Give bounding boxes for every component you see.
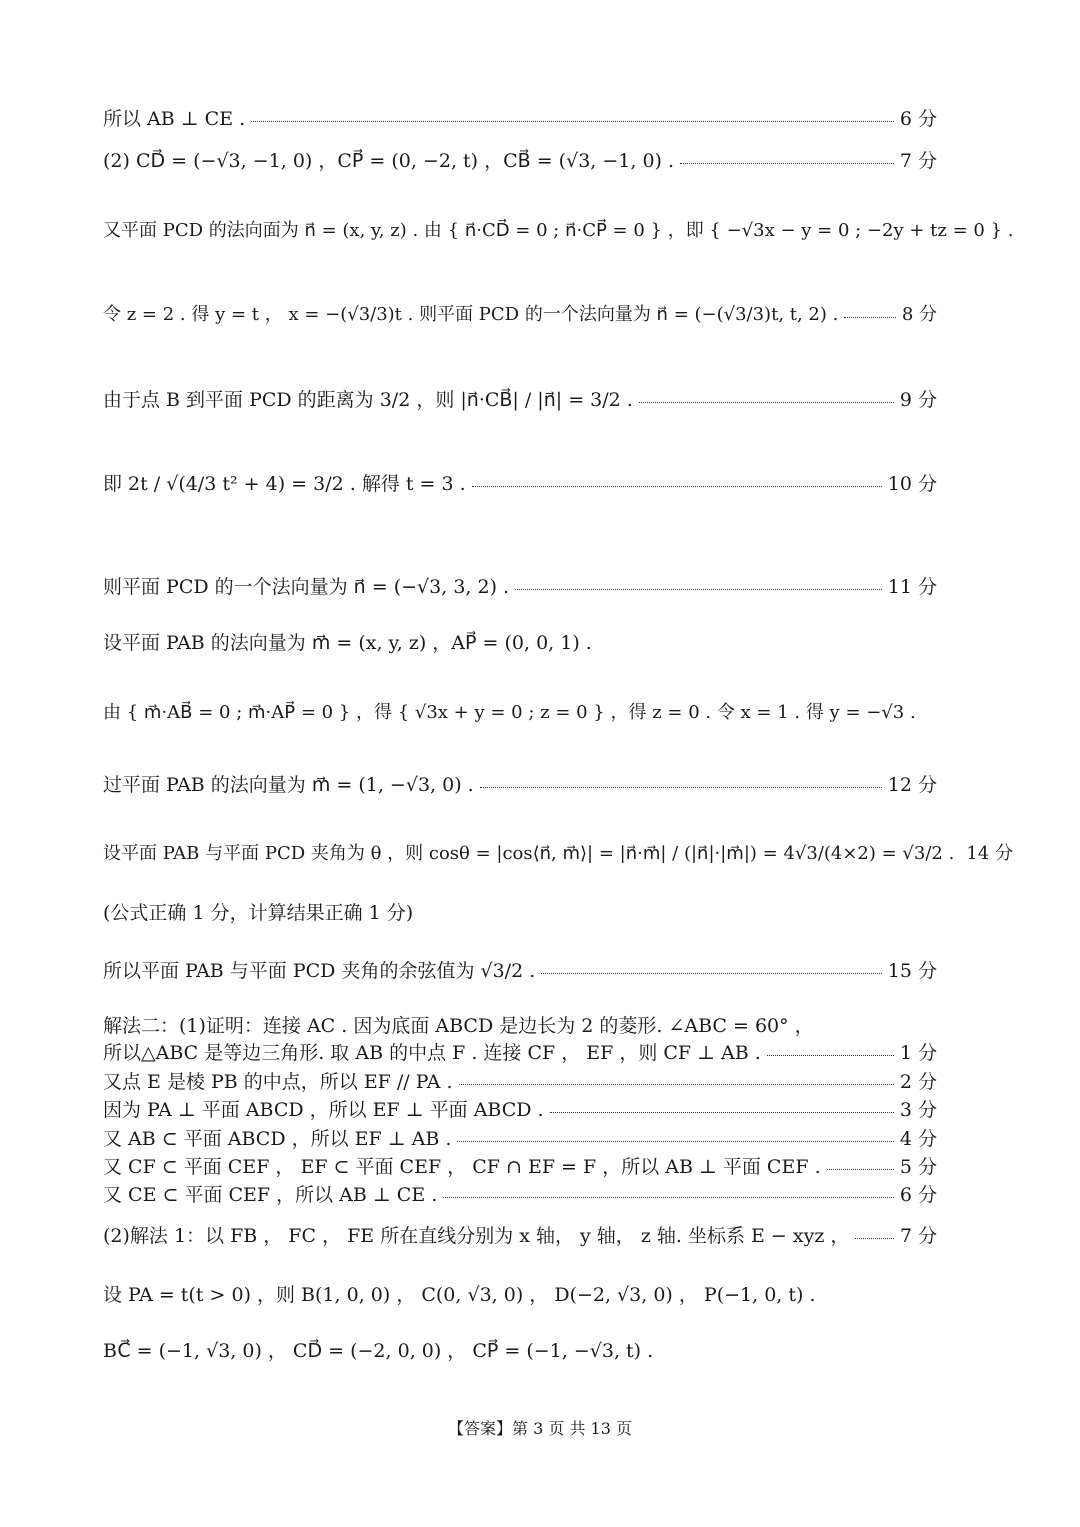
- line-text: (2) CD⃗ = (−√3, −1, 0) ，CP⃗ = (0, −2, t) ，CB⃗ = (√3, −1, 0) .: [103, 150, 675, 172]
- line-text: 设平面 PAB 的法向量为 m⃗ = (x, y, z) ，AP⃗ = (0, 0, 1) .: [103, 632, 592, 654]
- line-5: [103, 385, 937, 412]
- leader-dots: [541, 973, 882, 974]
- line-18: [103, 1180, 937, 1207]
- line-text: 即 2t / √(4/3 t² + 4) = 3/2 . 解得 t = 3 .: [103, 473, 466, 495]
- score-label: 3 分: [899, 1099, 937, 1121]
- leader-dots: [515, 589, 882, 590]
- line-14: [103, 1067, 937, 1094]
- line-text: 由于点 B 到平面 PCD 的距离为 3/2 ，则 |n⃗·CB⃗| / |n⃗| = 3/2 .: [103, 389, 633, 411]
- line-2: [103, 146, 937, 173]
- line-text: 又点 E 是棱 PB 的中点，所以 EF // PA .: [103, 1071, 453, 1093]
- line-7: [103, 572, 937, 599]
- line-text: 令 z = 2 . 得 y = t ， x = −(√3/3)t . 则平面 PCD 的一个法向量为 n⃗ = (−(√3/3)t, t, 2) .: [103, 304, 839, 325]
- line-text: 设 PA = t(t > 0) ，则 B(1, 0, 0) ， C(0, √3, 0) ， D(−2, √3, 0) ， P(−1, 0, t) .: [103, 1284, 816, 1306]
- leader-dots: [855, 1238, 893, 1239]
- score-label: 15 分: [887, 960, 937, 982]
- line-15: [103, 1095, 937, 1122]
- line-6: [103, 469, 937, 496]
- score-label: 9 分: [899, 389, 937, 411]
- score-label: 6 分: [899, 108, 937, 130]
- line-text: 所以平面 PAB 与平面 PCD 夹角的余弦值为 √3/2 .: [103, 960, 536, 982]
- leader-dots: [639, 402, 894, 403]
- leader-dots: [457, 1141, 893, 1142]
- score-label: 5 分: [899, 1156, 937, 1178]
- line-text: (2)解法 1：以 FB ， FC ， FE 所在直线分别为 x 轴， y 轴， z 轴. 坐标系 E − xyz ，: [103, 1225, 850, 1247]
- score-label: 8 分: [901, 304, 937, 325]
- score-label: 11 分: [887, 576, 937, 598]
- line-text: 又 CE ⊂ 平面 CEF ，所以 AB ⊥ CE .: [103, 1184, 438, 1206]
- line-text: 又平面 PCD 的法向面为 n⃗ = (x, y, z) . 由 { n⃗·CD⃗ = 0 ; n⃗·CP⃗ = 0 } ，即 { −√3x − y = 0 ; −2y + tz = 0 } .: [103, 220, 1014, 241]
- line-1: [103, 104, 937, 131]
- line-text: 因为 PA ⊥ 平面 ABCD ，所以 EF ⊥ 平面 ABCD .: [103, 1099, 544, 1121]
- line-text: 由 { m⃗·AB⃗ = 0 ; m⃗·AP⃗ = 0 } ，得 { √3x + y = 0 ; z = 0 } ，得 z = 0 . 令 x = 1 . 得 y = −√3 .: [103, 702, 916, 723]
- leader-dots: [550, 1112, 894, 1113]
- line-text: 过平面 PAB 的法向量为 m⃗ = (1, −√3, 0) .: [103, 774, 474, 796]
- line-9: [103, 698, 937, 724]
- score-label: 7 分: [899, 150, 937, 172]
- line-12: [103, 956, 937, 983]
- leader-dots: [680, 163, 894, 164]
- method-two-heading: 解法二：(1)证明：连接 AC . 因为底面 ABCD 是边长为 2 的菱形. ∠ABC = 60° ，: [103, 1015, 814, 1037]
- line-4: [103, 300, 937, 326]
- score-label: 4 分: [899, 1128, 937, 1150]
- leader-dots: [844, 317, 895, 318]
- line-16: [103, 1124, 937, 1151]
- leader-dots: [459, 1084, 894, 1085]
- score-label: 12 分: [887, 774, 937, 796]
- line-20: [103, 1280, 937, 1307]
- leader-dots: [443, 1197, 894, 1198]
- line-21: [103, 1336, 937, 1363]
- line-text: BC⃗ = (−1, √3, 0) ， CD⃗ = (−2, 0, 0) ， CP⃗ = (−1, −√3, t) .: [103, 1340, 654, 1362]
- leader-dots: [251, 121, 894, 122]
- line-text: 设平面 PAB 与平面 PCD 夹角为 θ ，则 cosθ = |cos⟨n⃗, m⃗⟩| = |n⃗·m⃗| / (|n⃗|·|m⃗|) = 4√3/(4×2) = √3/2 .: [103, 843, 955, 864]
- line-11: [103, 839, 1013, 865]
- line-13: [103, 1038, 937, 1065]
- line-3: [103, 216, 1014, 242]
- line-10: [103, 770, 937, 797]
- leader-dots: [827, 1169, 894, 1170]
- line-19: [103, 1221, 937, 1248]
- score-label: 2 分: [899, 1071, 937, 1093]
- line-text: 则平面 PCD 的一个法向量为 n⃗ = (−√3, 3, 2) .: [103, 576, 510, 598]
- leader-dots: [480, 787, 882, 788]
- score-label: 1 分: [899, 1042, 937, 1064]
- grading-note: (公式正确 1 分，计算结果正确 1 分): [103, 902, 414, 924]
- page-footer: 【答案】第 3 页 共 13 页: [448, 1419, 632, 1438]
- score-label: 10 分: [887, 473, 937, 495]
- score-label: 6 分: [899, 1184, 937, 1206]
- line-text: 所以 AB ⊥ CE .: [103, 108, 246, 130]
- line-text: 所以△ABC 是等边三角形. 取 AB 的中点 F . 连接 CF ， EF ，则 CF ⊥ AB .: [103, 1042, 761, 1064]
- line-8: [103, 628, 937, 655]
- score-label: 7 分: [899, 1225, 937, 1247]
- leader-dots: [472, 486, 882, 487]
- line-17: [103, 1152, 937, 1179]
- line-text: 又 AB ⊂ 平面 ABCD ，所以 EF ⊥ AB .: [103, 1128, 452, 1150]
- score-label: 14 分: [966, 843, 1013, 864]
- line-text: 又 CF ⊂ 平面 CEF ， EF ⊂ 平面 CEF ， CF ∩ EF = F ，所以 AB ⊥ 平面 CEF .: [103, 1156, 821, 1178]
- leader-dots: [767, 1055, 894, 1056]
